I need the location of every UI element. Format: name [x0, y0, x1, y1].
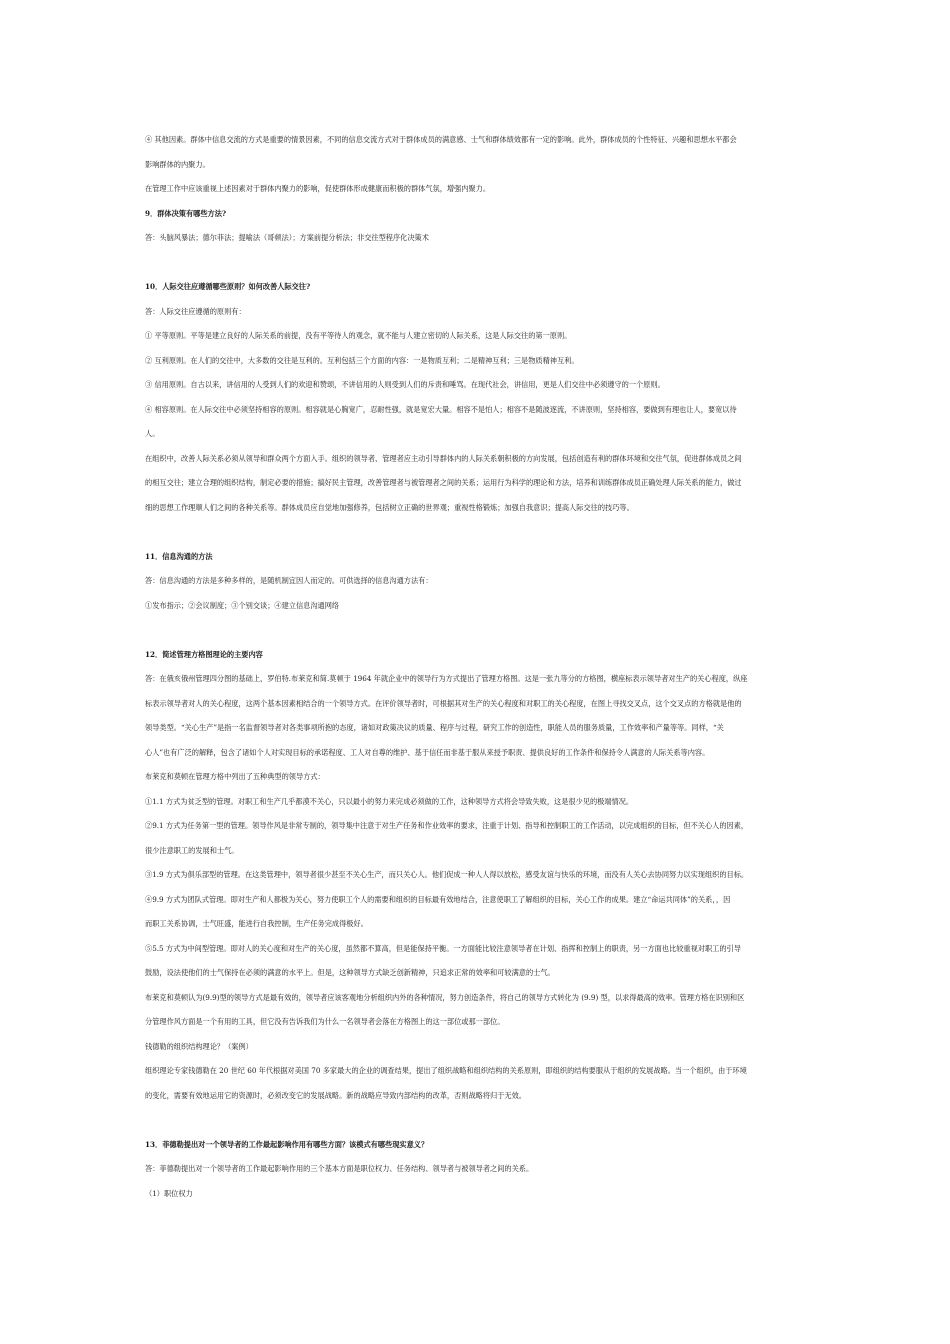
paragraph-line: 布莱克和莫顿在管理方格中列出了五种典型的领导方式：	[145, 772, 325, 781]
paragraph-line: ③1.9 方式为俱乐部型的管理。在这类管理中，领导者很少甚至不关心生产，而只关心人。他们促成一种人人得以放松，感受友谊与快乐的环境，而没有人关心去协同努力以实现组织的目标。	[145, 870, 749, 879]
paragraph-line: 在管理工作中应该重视上述因素对于群体内聚力的影响，促使群体形成健康而积极的群体气氛，增强内聚力。	[145, 184, 491, 193]
paragraph-line: 标表示领导者对人的关心程度，这两个基本因素相结合的一个领导方式。在评价领导者时，可根据其对生产的关心程度和对职工的关心程度，在图上寻找交叉点，这个交叉点的方格就是他的	[145, 698, 742, 708]
blank-line	[145, 618, 810, 643]
paragraph-line: 布莱克和莫顿认为(9.9)型的领导方式是最有效的，领导者应该客观地分析组织内外的各种情况，努力创造条件，将自己的领导方式转化为 (9.9) 型，以求得最高的效率。管理方格在识别和区	[145, 992, 745, 1002]
paragraph-line: 领导类型。“关心生产”是指一名监督领导者对各类事项所抱的态度，诸如对政策决议的质量、程序与过程，研究工作的创造性，职能人员的服务质量，工作效率和产量等等。同样，“关	[145, 723, 724, 732]
paragraph-line: ⑤5.5 方式为中间型管理。即对人的关心度和对生产的关心度，虽然都不算高，但是能保持平衡。一方面能比较注意领导者在计划、指挥和控制上的职责，另一方面也比较重视对职工的引导	[145, 943, 741, 953]
paragraph-line: 心人”也有广泛的解释，包含了诸如个人对实现目标的承诺程度、工人对自尊的维护、基于信任而非基于服从来授予职责、提供良好的工作条件和保持令人满意的人际关系等内容。	[145, 747, 710, 757]
paragraph-line: 的相互交往；建立合理的组织结构，制定必要的措施；搞好民主管理，改善管理者与被管理者之间的关系；运用行为科学的理论和方法，培养和训练群体成员正确处理人际关系的能力，做过	[145, 478, 742, 487]
paragraph-line: ③ 信用原则。自古以来，讲信用的人受到人们的欢迎和赞颂，不讲信用的人则受到人们的斥责和唾骂。在现代社会，讲信用，更是人们交往中必须遵守的一个原则。	[145, 380, 665, 389]
section-heading: 12．简述管理方格图理论的主要内容	[145, 649, 263, 659]
paragraph-line: 而职工关系协调，士气旺盛，能进行自我控制，生产任务完成得极好。	[145, 919, 368, 928]
paragraph-line: ①1.1 方式为贫乏型的管理。对职工和生产几乎都漠不关心，只以最小的努力来完成必须做的工作，这种领导方式将会导致失败，这是很少见的极端情况。	[145, 796, 634, 806]
paragraph-line: 很少注意职工的发展和士气。	[145, 845, 239, 855]
paragraph-line: ① 平等原则。平等是建立良好的人际关系的前提，没有平等待人的观念，就不能与人建立密切的人际关系，这是人际交往的第一原则。	[145, 331, 572, 340]
paragraph-line: 答：菲德勒提出对一个领导者的工作最起影响作用的三个基本方面是职位权力、任务结构、领导者与被领导者之间的关系。	[145, 1164, 534, 1173]
paragraph-line: 组织理论专家钱德勒在 20 世纪 60 年代根据对美国 70 多家最大的企业的调查结果，提出了组织战略和组织结构的关系原则，即组织的结构要服从于组织的发展战略。当一个组织，由于环境	[145, 1066, 747, 1075]
blank-line	[145, 251, 810, 276]
paragraph-line: 答：在俄亥俄州管理四分图的基础上，罗伯特.布莱克和简.莫顿于 1964 年就企业中的领导行为方式提出了管理方格图。这是一张九等分的方格图，横座标表示领导者对生产的关心程度，纵座	[145, 674, 748, 683]
paragraph-line: 细的思想工作理顺人们之间的各种关系等。群体成员应自觉地加强修养，包括树立正确的世界观；重视性格锻炼；加强自我意识；提高人际交往的技巧等。	[145, 502, 634, 512]
paragraph-line: 影响群体的内聚力。	[145, 159, 210, 169]
paragraph-line: 钱德勒的组织结构理论？（案例）	[145, 1041, 253, 1051]
paragraph-line: 鼓励，设法使他们的士气保持在必须的满意的水平上。但是，这种领导方式缺乏创新精神，只追求正常的效率和可较满意的士气。	[145, 968, 555, 977]
paragraph-line: 答：信息沟通的方法是多种多样的，是随机制宜因人而定的。可供选择的信息沟通方法有：	[145, 576, 433, 585]
paragraph-line: （1）职位权力	[145, 1188, 193, 1198]
blank-line	[145, 1108, 810, 1133]
paragraph-line: ④ 其他因素。群体中信息交流的方式是重要的情景因素，不同的信息交流方式对于群体成员的满意感、士气和群体绩效都有一定的影响。此外，群体成员的个性特征、兴趣和思想水平都会	[145, 135, 737, 144]
section-heading: 10．人际交往应遵循哪些原则？如何改善人际交往?	[145, 282, 311, 291]
paragraph-line: ④9.9 方式为团队式管理。即对生产和人都极为关心，努力使职工个人的需要和组织的目标最有效地结合，注意使职工了解组织的目标，关心工作的成果。建立“命运共同体”的关系，，因	[145, 894, 731, 904]
paragraph-line: 答：人际交往应遵循的原则有：	[145, 306, 246, 316]
section-heading: 9．群体决策有哪些方法?	[145, 208, 227, 218]
section-heading: 13．菲德勒提出对一个领导者的工作最起影响作用有哪些方面？该模式有哪些现实意义？	[145, 1139, 429, 1149]
paragraph-line: ①发布指示；②会议制度；③个别交谈；④建立信息沟通网络	[145, 600, 340, 610]
paragraph-line: ② 互利原则。在人们的交往中，大多数的交往是互利的。互利包括三个方面的内容：一是物质互利；二是精神互利；三是物质精神互利。	[145, 355, 579, 365]
section-heading: 11．信息沟通的方法	[145, 551, 213, 561]
paragraph-line: ④ 相容原则。在人际交往中必须坚持相容的原则。相容就是心胸宽广，忍耐性强，就是宽宏大量。相容不是怕人；相容不是随波逐流，不讲原则，坚持相容，要做到有理也让人，要宽以待	[145, 404, 737, 414]
paragraph-line: 人。	[145, 429, 160, 438]
document-page	[145, 128, 810, 1206]
paragraph-line: ②9.1 方式为任务第一型的管理。领导作风是非常专制的，领导集中注意于对生产任务和作业效率的要求，注重于计划、指导和控制职工的工作活动，以完成组织的目标，但不关心人的因素，	[145, 821, 749, 830]
paragraph-line: 答：头脑风暴法；德尔菲法；提喻法（哥顿法）；方案前提分析法；非交往型程序化决策术	[145, 233, 429, 242]
blank-line	[145, 520, 810, 545]
paragraph-line: 分管理作风方面是一个有用的工具，但它没有告诉我们为什么一名领导者会落在方格图上的这一部位或那一部位。	[145, 1017, 505, 1026]
paragraph-line: 在组织中，改善人际关系必须从领导和群众两个方面入手。组织的领导者、管理者应主动引导群体内的人际关系朝积极的方向发展，包括创造有利的群体环境和交往气氛，促进群体成员之间	[145, 453, 742, 463]
paragraph-line: 的变化，需要有效地运用它的资源时，必须改变它的发展战略。新的战略应导致内部结构的改革，否则战略将归于无效。	[145, 1090, 526, 1100]
